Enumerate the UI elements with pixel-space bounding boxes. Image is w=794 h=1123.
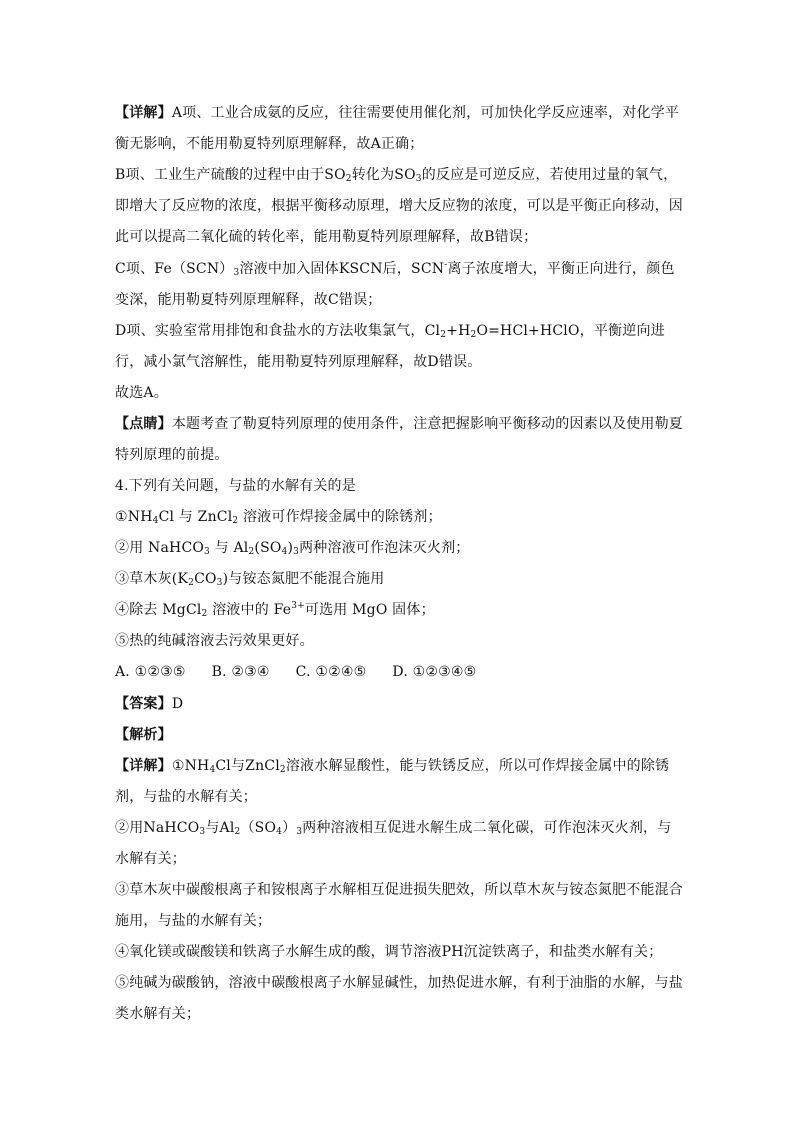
explain-a-paragraph: 【详解】A项、工业合成氨的反应，往往需要使用催化剂，可加快化学反应速率，对化学平衡无影响，不能用勒夏特列原理解释，故A正确； — [115, 105, 680, 152]
explain-b-paragraph: B项、工业生产硫酸的过程中由于$SO_2$转化为$SO_3$的反应是可逆反应，若使用过量的氧气，即增大了反应物的浓度，根据平衡移动原理，增大反应物的浓度，可以是平衡正向移动，因此可以提高二氧化硫的转化率，能用勒夏特列原理解释，故B错误； — [115, 167, 683, 245]
option-d: D. ①②③④⑤ — [392, 664, 477, 680]
answer-options — [115, 657, 685, 688]
detail-1-paragraph: 【详解】$①NH_4Cl$与ZnCl$_2$溶液水解显酸性，能与铁锈反应，所以可作焊接金属中的除锈剂，与盐的水解有关； — [115, 758, 670, 805]
option-b: B. ②③④ — [211, 664, 270, 680]
answer-line: 【答案】D — [115, 696, 184, 712]
item-3: ③草木灰$(K_2CO_3)$与铵态氮肥不能混合施用 — [115, 571, 385, 588]
item-4: ④除去 MgCl$_2$ 溶液中的 $Fe^{3+}$可选用 MgO 固体； — [115, 601, 435, 619]
option-a: A. ①②③⑤ — [115, 664, 186, 680]
detail-4-paragraph: ④氧化镁或碳酸镁和铁离子水解生成的酸，调节溶液PH沉淀铁离子，和盐类水解有关； — [115, 944, 663, 960]
explain-c-paragraph: C项、$Fe(SCN)_3$溶液中加入固体KSCN后，SCN-离子浓度增大，平衡正向进行，颜色变深，能用勒夏特列原理解释，故C错误； — [115, 260, 675, 308]
item-5: ⑤热的纯碱溶液去污效果更好。 — [115, 633, 314, 649]
conclusion-line: 故选A。 — [115, 385, 168, 401]
detail-5-paragraph: ⑤纯碱为碳酸钠，溶液中碳酸根离子水解显碱性，加热促进水解，有利于油脂的水解，与盐类水解有关； — [115, 975, 683, 1022]
remark-paragraph: 【点睛】本题考查了勒夏特列原理的使用条件，注意把握影响平衡移动的因素以及使用勒夏特列原理的前提。 — [115, 416, 684, 463]
item-2: ②用 NaHCO$_3$ 与 $Al_2(SO_4)_3$两种溶液可作泡沫灭火剂； — [115, 540, 470, 557]
analysis-heading: 【解析】 — [115, 727, 172, 743]
detail-2-paragraph: ②用NaHCO$_3$与$Al_2(SO_4)_3$两种溶液相互促进水解生成二氧化碳，可作泡沫灭火剂，与水解有关； — [115, 820, 672, 867]
explain-d-paragraph: D项、实验室常用排饱和食盐水的方法收集氯气，$Cl_2+H_2O=HCl+HClO$，平衡逆向进行，减小氯气溶解性，能用勒夏特列原理解释，故D错误。 — [115, 323, 665, 370]
question-4-stem: 4.下列有关问题，与盐的水解有关的是 — [115, 478, 356, 494]
option-c: C. ①②④⑤ — [295, 664, 367, 680]
item-1: $①NH_4Cl$ 与 ZnCl$_2$ 溶液可作焊接金属中的除锈剂； — [115, 509, 442, 526]
detail-3-paragraph: ③草木灰中碳酸根离子和铵根离子水解相互促进损失肥效，所以草木灰与铵态氮肥不能混合施用，与盐的水解有关； — [115, 882, 683, 929]
